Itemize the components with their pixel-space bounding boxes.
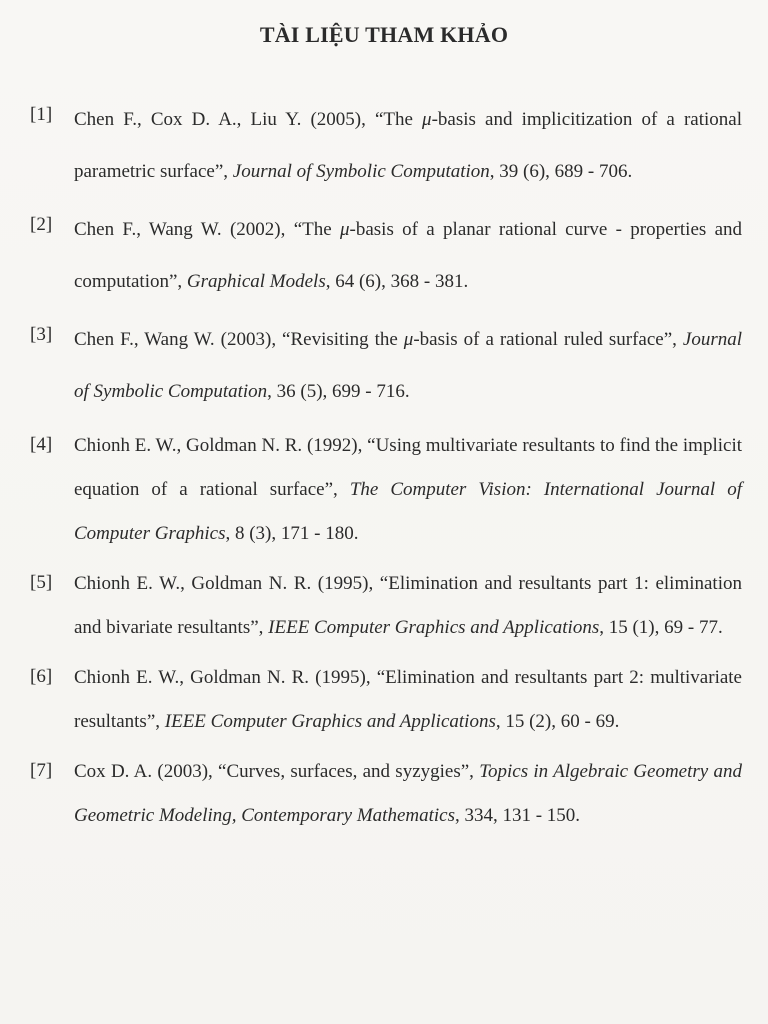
- reference-number: [5]: [30, 572, 53, 593]
- reference-item-7: [30, 750, 742, 838]
- reference-list: [30, 94, 742, 844]
- reference-item-6: [30, 656, 742, 744]
- reference-text: Chionh E. W., Goldman N. R. (1995), “Elimination and resultants part 1: elimination and bivariate resultants”, IEEE Computer Graphics and Applications, 15 (1), 69 - 77.: [74, 573, 742, 638]
- journal-name: Journal of Symbolic Computation: [74, 329, 743, 402]
- reference-number: [3]: [30, 324, 53, 345]
- reference-item-5: [30, 562, 742, 650]
- reference-item-2: [30, 204, 742, 308]
- journal-name: IEEE Computer Graphics and Applications: [164, 711, 496, 732]
- reference-item-3: [30, 314, 742, 418]
- reference-item-4: [30, 424, 742, 556]
- reference-number: [4]: [30, 434, 53, 455]
- reference-item-1: [30, 94, 742, 198]
- reference-text: Chen F., Cox D. A., Liu Y. (2005), “The μ-basis and implicitization of a rational parametric surface”, Journal of Symbolic Computation, 39 (6), 689 - 706.: [74, 109, 743, 182]
- reference-number: [7]: [30, 760, 53, 781]
- reference-text: Cox D. A. (2003), “Curves, surfaces, and syzygies”, Topics in Algebraic Geometry and Geometric Modeling, Contemporary Mathematics, 334, 131 - 150.: [74, 761, 742, 826]
- reference-number: [2]: [30, 214, 53, 235]
- page-title: TÀI LIỆU THAM KHẢO: [259, 22, 509, 47]
- journal-name: The Computer Vision: International Journal of Computer Graphics: [74, 479, 742, 544]
- journal-name: IEEE Computer Graphics and Applications: [268, 617, 600, 638]
- journal-name: Journal of Symbolic Computation: [232, 161, 490, 182]
- reference-text: Chionh E. W., Goldman N. R. (1995), “Elimination and resultants part 2: multivariate resultants”, IEEE Computer Graphics and Applications, 15 (2), 60 - 69.: [74, 667, 742, 732]
- mu-symbol: μ: [403, 329, 414, 350]
- reference-text: Chionh E. W., Goldman N. R. (1992), “Using multivariate resultants to find the implicit equation of a rational surface”, The Computer Vision: International Journal of Computer Graphics, 8 (3), 171 - 180.: [74, 435, 742, 544]
- reference-text: Chen F., Wang W. (2002), “The μ-basis of a planar rational curve - properties and computation”, Graphical Models, 64 (6), 368 - 381.: [74, 219, 743, 292]
- mu-symbol: μ: [422, 109, 432, 130]
- journal-name: Topics in Algebraic Geometry and Geometric Modeling, Contemporary Mathematics: [74, 761, 742, 826]
- reference-number: [6]: [30, 666, 53, 687]
- reference-number: [1]: [30, 104, 53, 125]
- reference-text: Chen F., Wang W. (2003), “Revisiting the μ-basis of a rational ruled surface”, Journal of Symbolic Computation, 36 (5), 699 - 716.: [74, 329, 743, 402]
- mu-symbol: μ: [339, 219, 350, 240]
- journal-name: Graphical Models: [186, 271, 326, 292]
